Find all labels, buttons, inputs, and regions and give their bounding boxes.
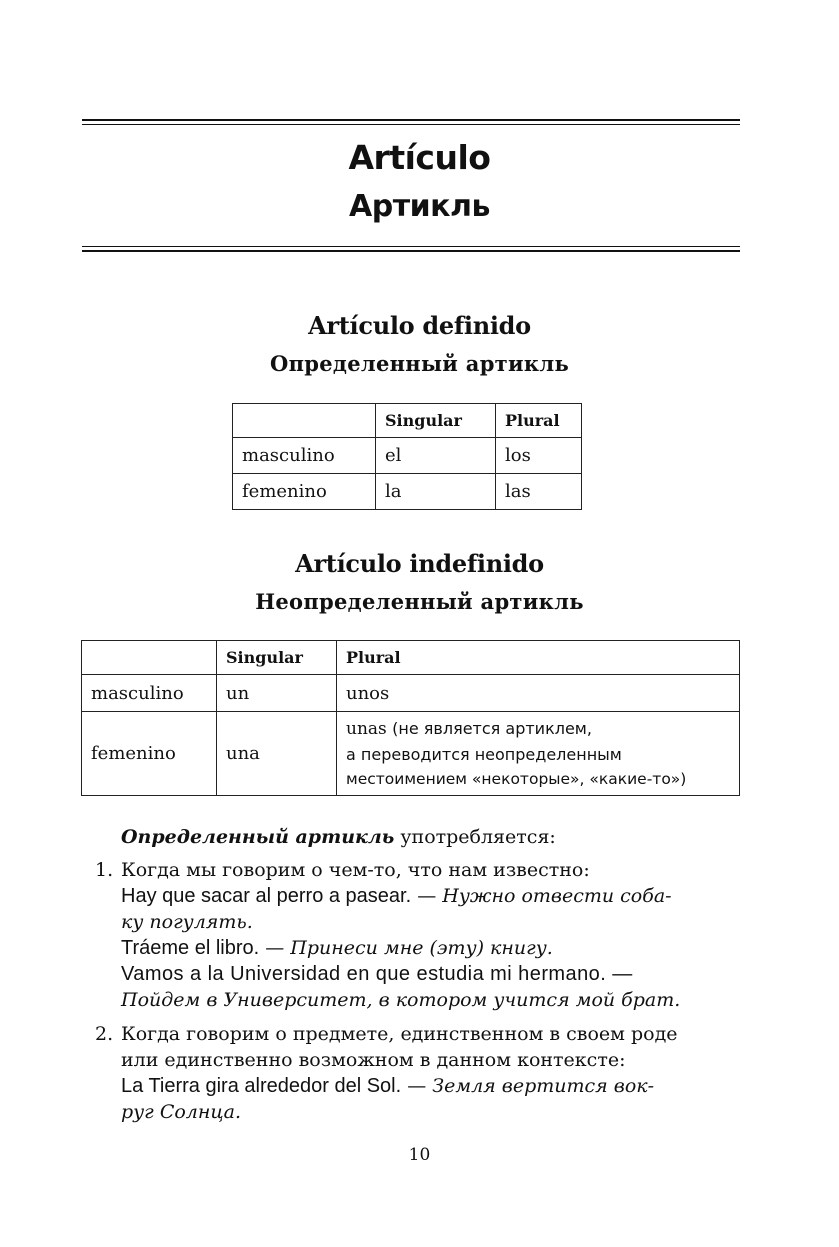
chapter-title-es: Artículo [348, 138, 491, 177]
plural-note-line-1 [346, 716, 730, 742]
example-line [121, 935, 741, 961]
plural-note-line-3: местоимением «некоторые», «какие-то») [346, 769, 687, 788]
example-dash: — [259, 937, 291, 959]
example-es: Hay que sacar al perro a pasear. [121, 885, 412, 907]
example-dash: — [401, 1075, 433, 1097]
example-line [121, 961, 741, 987]
list-number: 1. [95, 859, 114, 881]
table-cell: las [496, 474, 582, 510]
usage-intro [121, 824, 556, 850]
plural-note-cell [337, 712, 740, 796]
indefinite-table [81, 640, 740, 796]
example-line [121, 1099, 741, 1125]
table-cell: masculino [82, 675, 217, 712]
table-header-row [233, 404, 582, 438]
top-rule-2 [82, 124, 740, 125]
table-cell: una [217, 712, 337, 796]
item-lead: или единственно возможном в данном контексте: [121, 1049, 626, 1071]
example-ru: руг Солнца. [121, 1101, 242, 1123]
example-line [121, 909, 741, 935]
usage-intro-bold: Определенный артикль [121, 826, 395, 848]
table-header-cell: Singular [217, 641, 337, 675]
list-number: 2. [95, 1023, 114, 1045]
example-es: La Tierra gira alrededor del Sol. [121, 1075, 402, 1097]
top-rule-1 [82, 119, 740, 121]
example-dash: — [411, 885, 443, 907]
table-row [233, 474, 582, 510]
definite-table [232, 403, 582, 510]
indefinite-heading-es: Artículo indefinido [295, 549, 544, 578]
table-cell: los [496, 438, 582, 474]
definite-heading-es: Artículo definido [308, 311, 531, 340]
table-cell: la [376, 474, 496, 510]
example-ru: Принеси мне (эту) книгу. [290, 937, 553, 959]
table-row [82, 675, 740, 712]
table-row [82, 712, 740, 796]
example-ru: Земля вертится вок- [432, 1075, 655, 1097]
table-cell: un [217, 675, 337, 712]
table-header-cell: Plural [496, 404, 582, 438]
table-header-cell [233, 404, 376, 438]
indefinite-heading-ru: Неопределенный артикль [255, 589, 584, 614]
example-line [121, 883, 741, 909]
table-cell: el [376, 438, 496, 474]
example-es: Vamos a la Universidad en que estudia mi hermano. — [121, 963, 633, 985]
table-cell: femenino [82, 712, 217, 796]
chapter-title-ru: Артикль [349, 189, 490, 224]
example-ru: Пойдем в Университет, в котором учится мой брат. [121, 989, 681, 1011]
example-line [121, 1073, 741, 1099]
bottom-rule-1 [82, 246, 740, 247]
example-ru: Нужно отвести соба- [442, 885, 672, 907]
example-es: Tráeme el libro. [121, 937, 260, 959]
plural-note-text: (не является артиклем, [392, 718, 592, 738]
page-number: 10 [408, 1145, 431, 1165]
list-item [121, 1021, 741, 1125]
table-header-cell [82, 641, 217, 675]
item-lead: Когда мы говорим о чем-то, что нам известно: [121, 859, 590, 881]
table-header-row [82, 641, 740, 675]
usage-intro-rest: употребляется: [394, 826, 556, 848]
table-row [233, 438, 582, 474]
table-cell: femenino [233, 474, 376, 510]
plural-word: unas [346, 718, 387, 739]
definite-heading-ru: Определенный артикль [269, 351, 569, 376]
item-lead: Когда говорим о предмете, единственном в своем роде [121, 1023, 678, 1045]
table-cell: masculino [233, 438, 376, 474]
table-cell: unos [337, 675, 740, 712]
plural-note-line-2: а переводится неопределенным [346, 744, 622, 764]
example-ru: ку погулять. [121, 911, 253, 933]
example-line [121, 987, 741, 1013]
bottom-rule-2 [82, 250, 740, 252]
list-item [121, 857, 741, 1013]
table-header-cell: Singular [376, 404, 496, 438]
table-header-cell: Plural [337, 641, 740, 675]
